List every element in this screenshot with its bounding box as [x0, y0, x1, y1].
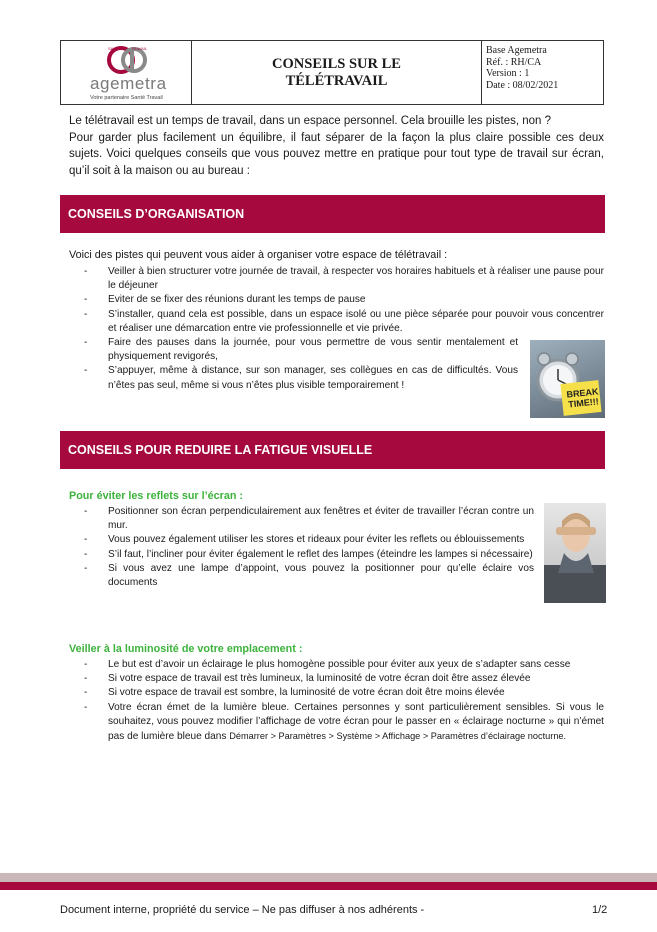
meta-date: Date : 08/02/2021 [486, 79, 559, 91]
list-item: - Vous pouvez également utiliser les stores et rideaux pour éviter les reflets ou éblouissements [84, 533, 534, 547]
document-meta [482, 41, 603, 104]
reflets-heading: Pour éviter les reflets sur l’écran : [69, 490, 244, 502]
list-item: - S’installer, quand cela est possible, dans un espace isolé ou une pièce séparée pour pouvoir vous concentrer et réaliser une démarcation entre vie professionnelle et vie privée. [84, 308, 604, 336]
luminosite-heading: Veiller à la luminosité de votre emplacement : [69, 643, 303, 655]
title-line-2: TÉLÉTRAVAIL [285, 72, 388, 89]
tired-woman-image [544, 503, 606, 603]
list-item: - Eviter de se fixer des réunions durant les temps de pause [84, 293, 604, 307]
footer-text: Document interne, propriété du service – Ne pas diffuser à nos adhérents - [60, 904, 425, 916]
logo-cell [61, 41, 192, 104]
footer-band-red [0, 882, 657, 890]
list-item: - Positionner son écran perpendiculairement aux fenêtres et éviter de travailler l’écran contre un mur. [84, 505, 534, 533]
list-item [84, 701, 604, 745]
list-item: - Veiller à bien structurer votre journée de travail, à respecter vos horaires habituels et à réaliser une pause pour le déjeuner [84, 265, 604, 293]
list-item: - Faire des pauses dans la journée, pour vous permettre de vous sentir mentalement et physiquement revigorés, [84, 336, 518, 364]
title-line-1: CONSEILS SUR LE [272, 55, 401, 72]
organisation-list [84, 265, 604, 393]
blue-light-text: Votre écran émet de la lumière bleue. Certaines personnes y sont particulièrement sensibles. Si vous le souhaitez, vous pouvez modifier l’affichage de votre écran pour le passer en « éclairage nocturne » qui n’émet pas de lumière bleue dans [108, 701, 604, 743]
break-time-note [565, 386, 601, 409]
break-note-line-1: BREAK [566, 386, 599, 400]
list-item: - Si votre espace de travail est sombre, la luminosité de votre écran doit être moins élevée [84, 686, 604, 700]
section-heading-fatigue-label: CONSEILS POUR REDUIRE LA FATIGUE VISUELLE [68, 443, 373, 457]
logo-wordmark: agemetra [90, 74, 167, 93]
night-light-settings-path: Démarrer > Paramètres > Système > Affichage > Paramètres d’éclairage nocturne. [229, 731, 567, 742]
logo-arc-left: SANTÉ [108, 46, 122, 51]
document-header [60, 40, 604, 105]
section-heading-organisation-label: CONSEILS D’ORGANISATION [68, 207, 245, 221]
list-item: - Si votre espace de travail est très lumineux, la luminosité de votre écran doit être assez élevée [84, 672, 604, 686]
meta-ref: Réf. : RH/CA [486, 56, 542, 68]
intro-text [69, 113, 604, 179]
page-number: 1/2 [592, 904, 608, 916]
section-heading-organisation [60, 195, 605, 233]
logo-arc-right: TRAVAIL [131, 46, 147, 51]
list-item: - S’appuyer, même à distance, sur son manager, ses collègues en cas de difficultés. Vous n’êtes pas seul, même si vous n’êtes plus visible temporairement ! [84, 364, 518, 392]
meta-version: Version : 1 [486, 68, 530, 79]
section-heading-fatigue [60, 431, 605, 469]
logo-tagline: Votre partenaire Santé Travail [90, 95, 163, 101]
break-time-clock-image [530, 340, 605, 418]
tired-person-icon [544, 503, 606, 603]
list-item: - Le but est d’avoir un éclairage le plus homogène possible pour éviter aux yeux de s’adapter sans cesse [84, 658, 604, 672]
agemetra-logo-mark [105, 44, 147, 74]
reflets-list [84, 505, 534, 590]
list-item: - Si vous avez une lampe d’appoint, vous pouvez la positionner pour qu’elle éclaire vos documents [84, 562, 534, 590]
intro-line-1: Le télétravail est un temps de travail, dans un espace personnel. Cela brouille les pistes, non ? [69, 115, 552, 127]
list-item: - S’il faut, l’incliner pour éviter également le reflet des lampes (éteindre les lampes si nécessaire) [84, 548, 534, 562]
footer-band-light [0, 873, 657, 882]
luminosite-list [84, 658, 604, 744]
break-note-line-2: TIME!!! [567, 396, 600, 410]
intro-line-2: Pour garder plus facilement un équilibre, il faut séparer de la façon la plus claire possible ces deux sujets. Voici quelques conseils que vous pouvez mettre en pratique pour tout type de travail sur écran, qu’il soit à la maison ou au bureau : [69, 131, 604, 177]
document-title [192, 41, 482, 104]
organisation-lead: Voici des pistes qui peuvent vous aider à organiser votre espace de télétravail : [69, 249, 448, 261]
meta-base: Base Agemetra [486, 45, 547, 56]
